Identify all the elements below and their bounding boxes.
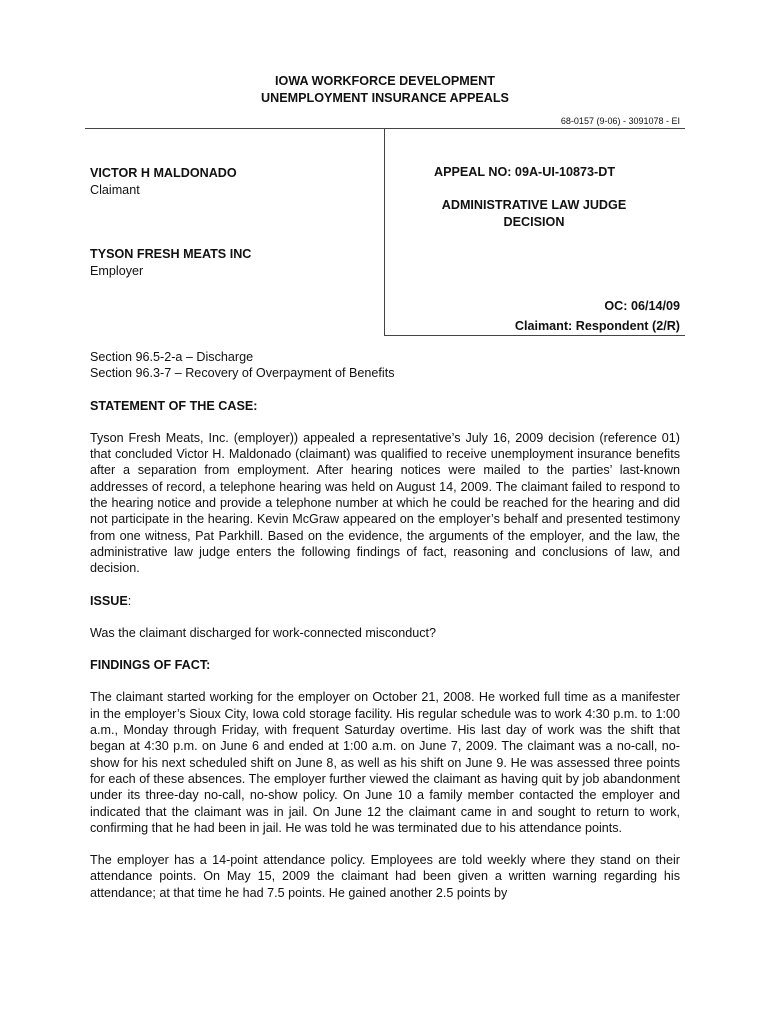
- claimant-status: Claimant: Respondent (2/R): [514, 319, 680, 333]
- employer-role: Employer: [90, 264, 144, 278]
- oc-date: OC: 06/14/09: [604, 299, 680, 313]
- form-number: 68-0157 (9-06) - 3091078 - EI: [560, 116, 680, 126]
- issue-heading-colon: :: [127, 593, 132, 608]
- oc-block: [515, 296, 680, 336]
- issue-heading-label: ISSUE: [90, 593, 128, 608]
- findings-paragraph: The employer has a 14-point attendance policy. Employees are told weekly where they stand on their attendance points. On May 15, 2009 the claimant had been given a written warning regarding his attendance; at that time he had 7.5 points. He gained another 2.5 points by: [90, 853, 680, 900]
- agency-division: UNEMPLOYMENT INSURANCE APPEALS: [261, 91, 509, 105]
- decision-body: [90, 349, 680, 901]
- claimant-block: [90, 165, 237, 199]
- findings-paragraph: The claimant started working for the employer on October 21, 2008. He worked full time as a manifester in the employer’s Sioux City, Iowa cold storage facility. His regular schedule was to work 4:30 p.m. to 1:00 a.m., Monday through Friday, with frequent Saturday overtime. His last day of work was the shift that began at 4:30 p.m. on June 6 and ended at 1:00 a.m. on June 7, 2009. The claimant was a no-call, no-show for his next scheduled shift on June 8, as well as his shift on June 9. He was assessed three points for each of these absences. The employer further viewed the claimant as having quit by job abandonment under its three-day no-call, no-show policy. On June 10 a family member contacted the employer and indicated that the claimant was in jail. On June 12 the claimant came in and sought to return to work, confirming that he had been in jail. He was told he was terminated due to his attendance points.: [90, 690, 680, 835]
- decision-title: [434, 197, 634, 231]
- issue-heading: [90, 593, 680, 609]
- issue-question: Was the claimant discharged for work-connected misconduct?: [90, 625, 437, 640]
- claimant-name: VICTOR H MALDONADO: [90, 166, 237, 180]
- section-citation: Section 96.5-2-a – Discharge: [90, 350, 254, 364]
- statement-paragraph: Tyson Fresh Meats, Inc. (employer)) appealed a representative’s July 16, 2009 decision (reference 01) that concluded Victor H. Maldonado (claimant) was qualified to receive unemployment insurance benefits after a separation from employment. After hearing notices were mailed to the parties’ last-known addresses of record, a telephone hearing was held on August 14, 2009. The claimant failed to respond to the hearing notice and provide a telephone number at which he could be reached for the hearing and did not participate in the hearing. Kevin McGraw appeared on the employer’s behalf and presented testimony from one witness, Pat Parkhill. Based on the evidence, the arguments of the employer, and the law, the administrative law judge enters the following findings of fact, reasoning and conclusions of law, and decision.: [90, 430, 680, 576]
- appeal-number: APPEAL NO: 09A-UI-10873-DT: [434, 165, 616, 179]
- decision-title-line1: ADMINISTRATIVE LAW JUDGE: [441, 198, 627, 212]
- caption-divider: [384, 128, 385, 335]
- decision-title-line2: DECISION: [503, 215, 565, 229]
- employer-name: TYSON FRESH MEATS INC: [90, 247, 252, 261]
- findings-heading: FINDINGS OF FACT:: [90, 658, 211, 673]
- statement-heading: STATEMENT OF THE CASE:: [90, 398, 258, 413]
- section-citation: Section 96.3-7 – Recovery of Overpayment of Benefits: [90, 366, 395, 381]
- employer-block: [90, 246, 251, 280]
- claimant-role: Claimant: [90, 183, 140, 197]
- header-rule: [85, 128, 685, 129]
- agency-name: IOWA WORKFORCE DEVELOPMENT: [275, 74, 495, 88]
